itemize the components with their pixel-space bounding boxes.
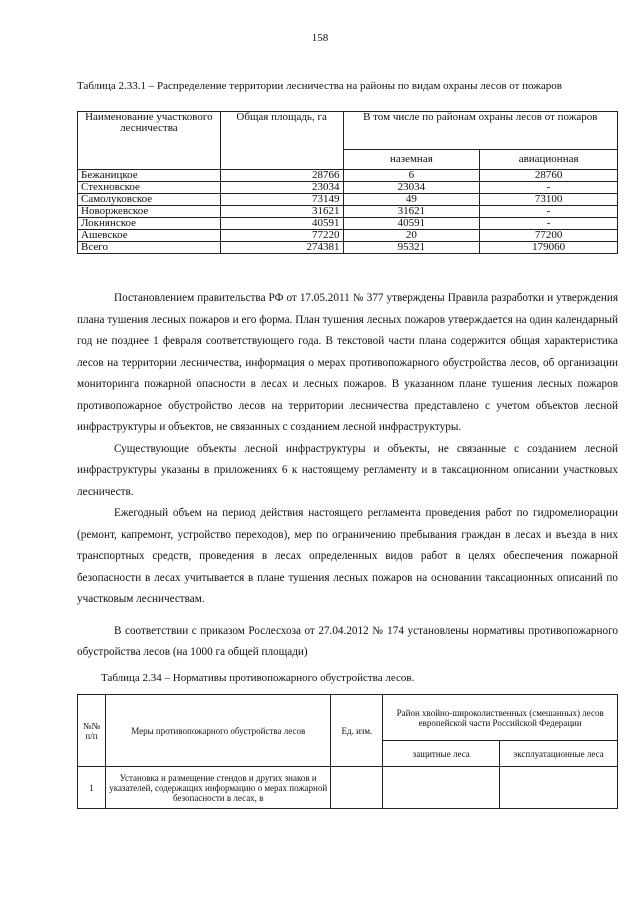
paragraph: Существующие объекты лесной инфраструктуры и объекты, не связанные с созданием лесной инфраструктуры указаны в приложениях 6 к настоящему регламенту и в таксационном описании участковых лесничеств. <box>77 442 618 498</box>
fire-protection-districts-table <box>77 111 618 254</box>
table-row: Ашевское 77220 20 77200 <box>78 230 618 242</box>
paragraph: В соответствии с приказом Рослесхоза от 27.04.2012 № 174 установлены нормативы противопожарного обустройства лесов (на 1000 га общей площади) <box>77 624 618 658</box>
header-protection-group: В том числе по районам охраны лесов от пожаров <box>343 112 617 150</box>
table-row: Самолуковское 73149 49 73100 <box>78 194 618 206</box>
header-protective: защитные леса <box>383 741 500 767</box>
table-row: Бежаницкое 28766 6 28760 <box>78 170 618 182</box>
header-region: Район хвойно-широколиственных (смешанных) лесов европейской части Российской Федерации <box>383 695 618 741</box>
header-ground: наземная <box>343 150 480 170</box>
header-area: Общая площадь, га <box>220 112 343 170</box>
table-row: Локнянское 40591 40591 - <box>78 218 618 230</box>
table-row: Стехновское 23034 23034 - <box>78 182 618 194</box>
fire-protection-standards-table <box>77 694 618 809</box>
header-unit: Ед. изм. <box>331 695 383 767</box>
paragraph: Постановлением правительства РФ от 17.05.2011 № 377 утверждены Правила разработки и утверждения плана тушения лесных пожаров и его форма. План тушения лесных пожаров утверждается на один календарный год не позднее 1 февраля соответствующего года. В текстовой части плана содержится общая характеристика лесов на территории лесничества, информация о мерах противопожарного обустройства лесов, об организации мониторинга пожарной опасности в лесах и лесных пожаров. В указанном плане тушения лесных пожаров противопожарное обустройство лесов на территории лесничества представлено с учетом объектов лесной инфраструктуры и объектов, не связанных с созданием лесной инфраструктуры. <box>77 292 618 433</box>
table-row: Новоржевское 31621 31621 - <box>78 206 618 218</box>
paragraph: Ежегодный объем на период действия настоящего регламента проведения работ по гидромелиорации (ремонт, капремонт, устройство переходов), мер по ограничению пребывания граждан в лесах и въезда в них транспортных средств, проведения в лесах определенных видов работ в целях обеспечения пожарной безопасности в лесах учитывается в плане тушения лесных пожаров на основании таксационных описаний по участковым лесничествам. <box>77 507 618 605</box>
table-row: 1 Установка и размещение стендов и других знаков и указателей, содержащих информацию о мерах пожарной безопасности в лесах, в <box>78 767 618 809</box>
header-operational: эксплуатационные леса <box>500 741 618 767</box>
header-name: Наименование участкового лесничества <box>78 112 221 170</box>
table1-caption: Таблица 2.33.1 – Распределение территории лесничества на районы по видам охраны лесов от пожаров <box>77 80 562 92</box>
header-num: №№ п/п <box>78 695 106 767</box>
body-text <box>77 288 618 664</box>
header-aviation: авиационная <box>480 150 618 170</box>
table-row-total: Всего 274381 95321 179060 <box>78 242 618 254</box>
table2-caption: Таблица 2.34 – Нормативы противопожарного обустройства лесов. <box>101 672 415 684</box>
page-number: 158 <box>311 32 329 44</box>
header-measures: Меры противопожарного обустройства лесов <box>105 695 331 767</box>
